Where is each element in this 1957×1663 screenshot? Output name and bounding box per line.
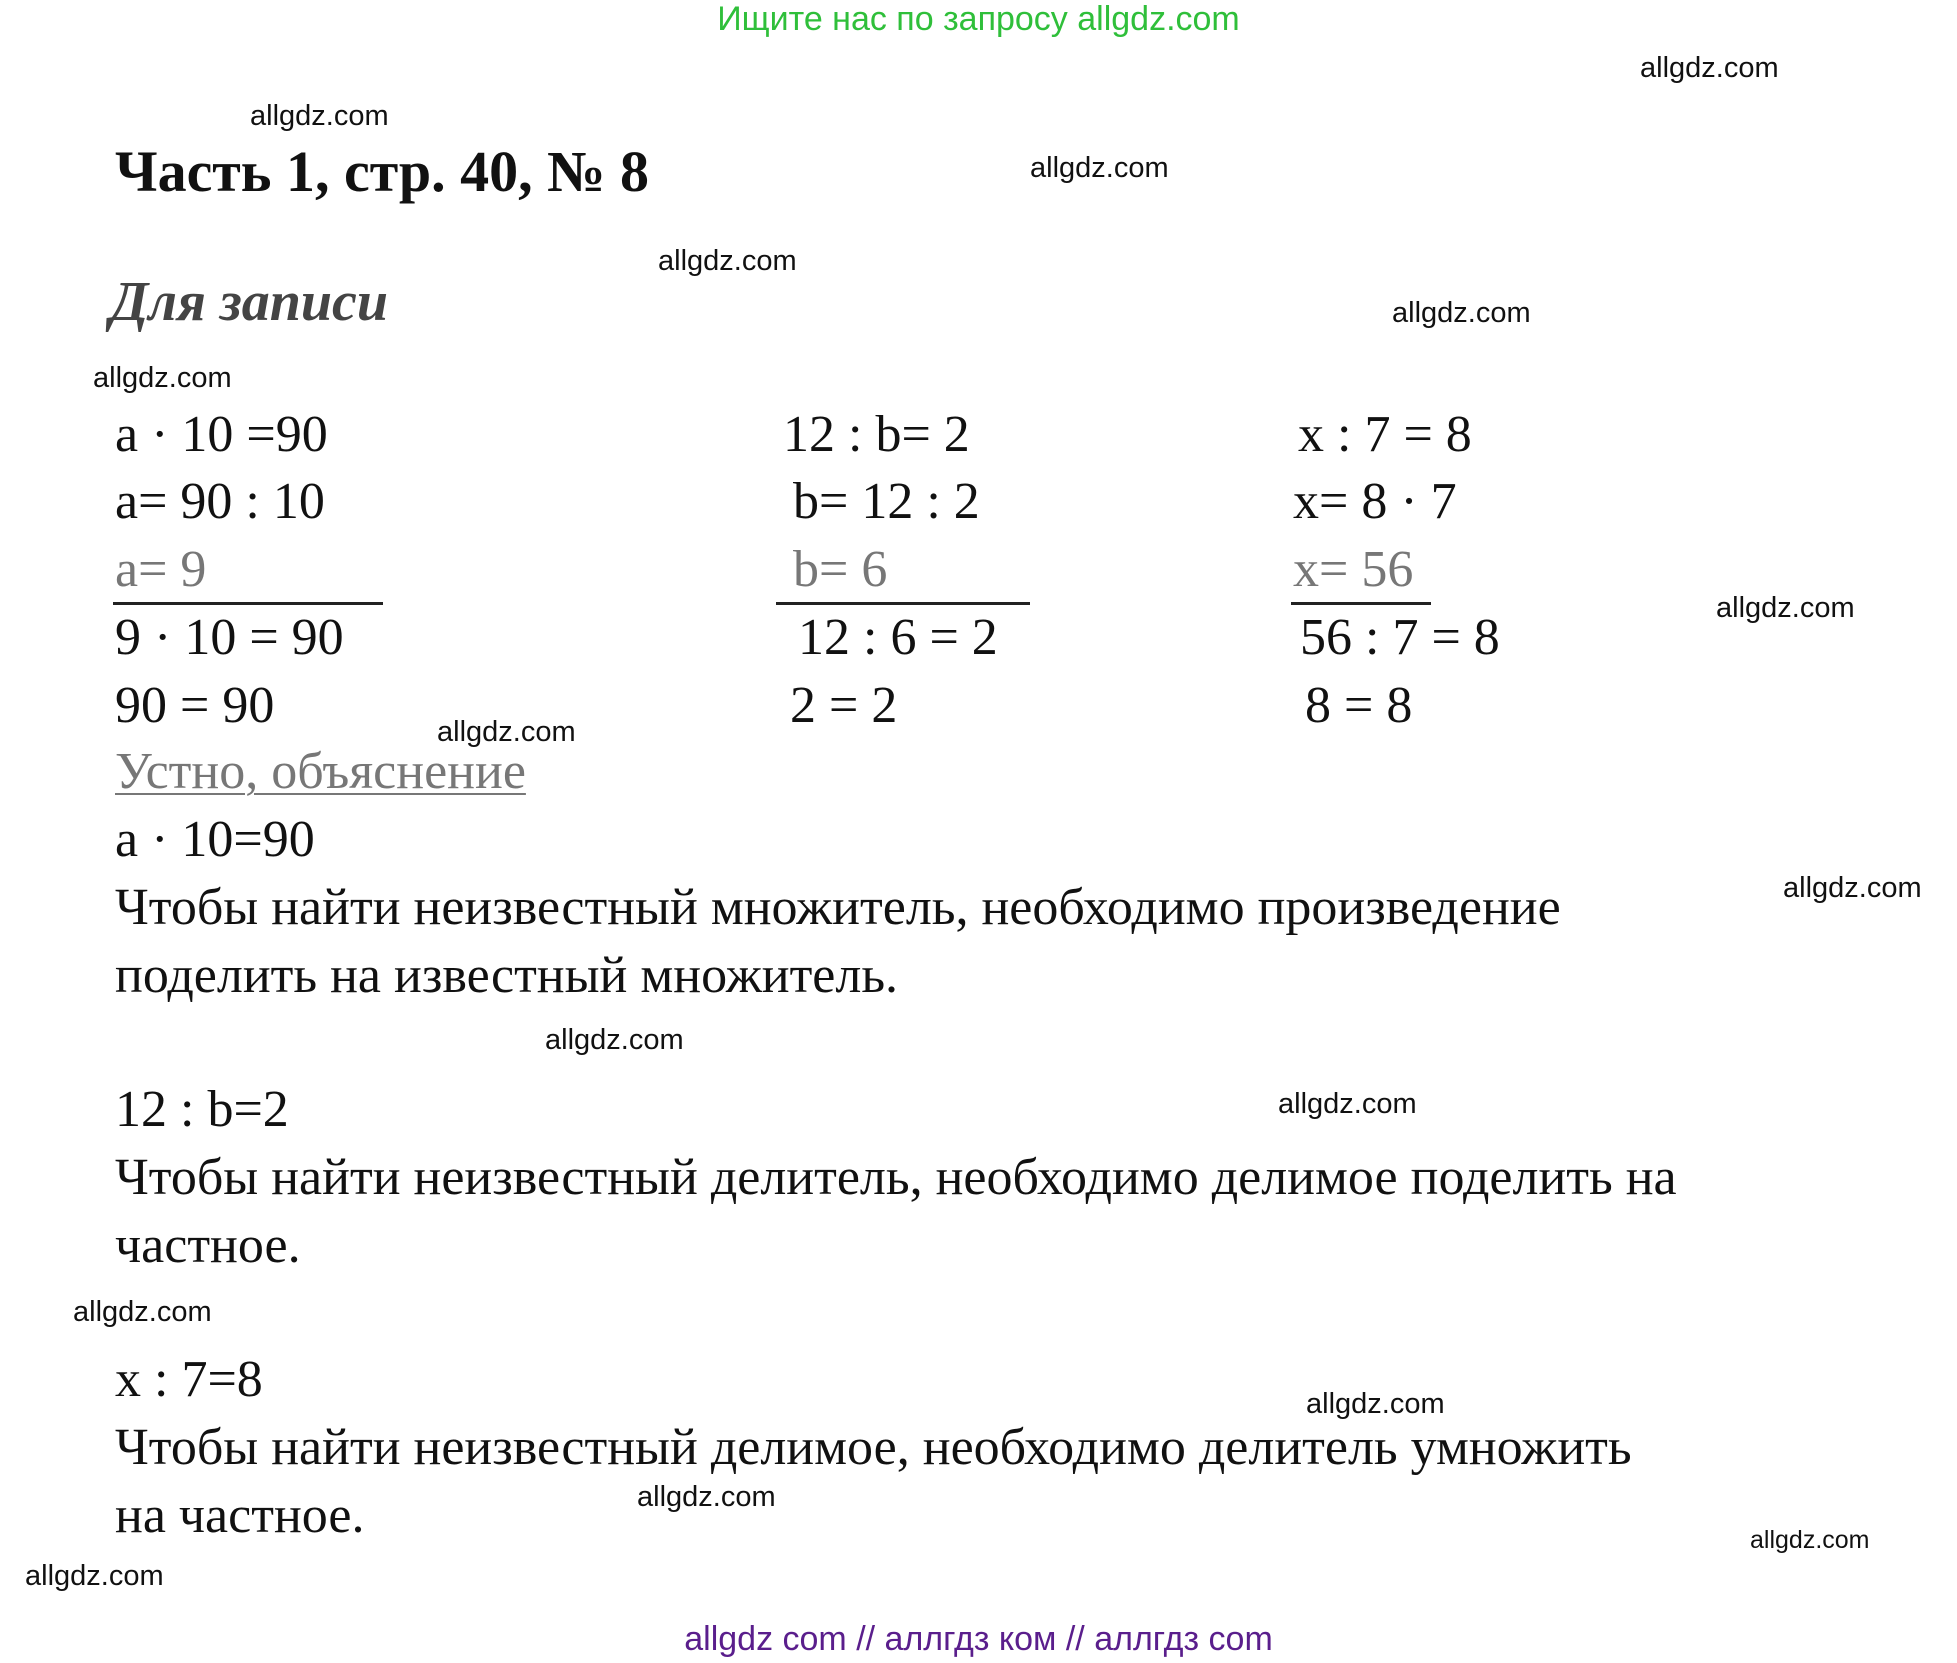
watermark: allgdz.com — [1750, 1526, 1870, 1554]
equation-check: 12 : 6 = 2 — [798, 609, 998, 666]
watermark: allgdz.com — [1783, 872, 1922, 904]
watermark: allgdz.com — [73, 1296, 212, 1328]
watermark: allgdz.com — [437, 716, 576, 748]
equation-result: x= 56 — [1293, 541, 1414, 598]
watermark: allgdz.com — [658, 245, 797, 277]
explanation-text: частное. — [115, 1217, 301, 1274]
explanation-text: Чтобы найти неизвестный множитель, необходимо произведение — [115, 879, 1561, 936]
watermark: allgdz.com — [1030, 152, 1169, 184]
explanation-text: Чтобы найти неизвестный делимое, необходимо делитель умножить — [115, 1419, 1632, 1476]
section-heading: Для записи — [110, 271, 388, 333]
equation-check: 56 : 7 = 8 — [1300, 609, 1500, 666]
equation-line: a · 10 =90 — [115, 406, 328, 463]
watermark: allgdz.com — [637, 1481, 776, 1513]
equation-check: 8 = 8 — [1305, 677, 1413, 734]
explanation-text: на частное. — [115, 1487, 365, 1544]
top-banner: Ищите нас по запросу allgdz.com — [717, 0, 1240, 38]
watermark: allgdz.com — [1278, 1088, 1417, 1120]
divider-line — [776, 602, 1030, 605]
oral-heading: Устно, объяснение — [115, 743, 526, 800]
page-title: Часть 1, стр. 40, № 8 — [115, 139, 649, 204]
equation-result: a= 9 — [115, 541, 207, 598]
watermark: allgdz.com — [25, 1560, 164, 1592]
watermark: allgdz.com — [1716, 592, 1855, 624]
equation-check: 9 · 10 = 90 — [115, 609, 344, 666]
explanation-equation: x : 7=8 — [115, 1351, 263, 1408]
equation-line: x= 8 · 7 — [1293, 473, 1457, 530]
equation-line: x : 7 = 8 — [1298, 406, 1472, 463]
divider-line — [1291, 602, 1431, 605]
divider-line — [113, 602, 383, 605]
watermark: allgdz.com — [1640, 52, 1779, 84]
explanation-equation: 12 : b=2 — [115, 1081, 289, 1138]
watermark: allgdz.com — [250, 100, 389, 132]
explanation-equation: a · 10=90 — [115, 811, 315, 868]
explanation-text: поделить на известный множитель. — [115, 947, 899, 1004]
equation-check: 90 = 90 — [115, 677, 275, 734]
watermark: allgdz.com — [1392, 297, 1531, 329]
watermark: allgdz.com — [93, 362, 232, 394]
equation-line: a= 90 : 10 — [115, 473, 325, 530]
footer-links: allgdz com // аллгдз ком // аллгдз com — [684, 1620, 1273, 1658]
equation-line: 12 : b= 2 — [783, 406, 970, 463]
watermark: allgdz.com — [545, 1024, 684, 1056]
equation-result: b= 6 — [793, 541, 888, 598]
watermark: allgdz.com — [1306, 1388, 1445, 1420]
equation-check: 2 = 2 — [790, 677, 898, 734]
explanation-text: Чтобы найти неизвестный делитель, необходимо делимое поделить на — [115, 1149, 1677, 1206]
equation-line: b= 12 : 2 — [793, 473, 980, 530]
